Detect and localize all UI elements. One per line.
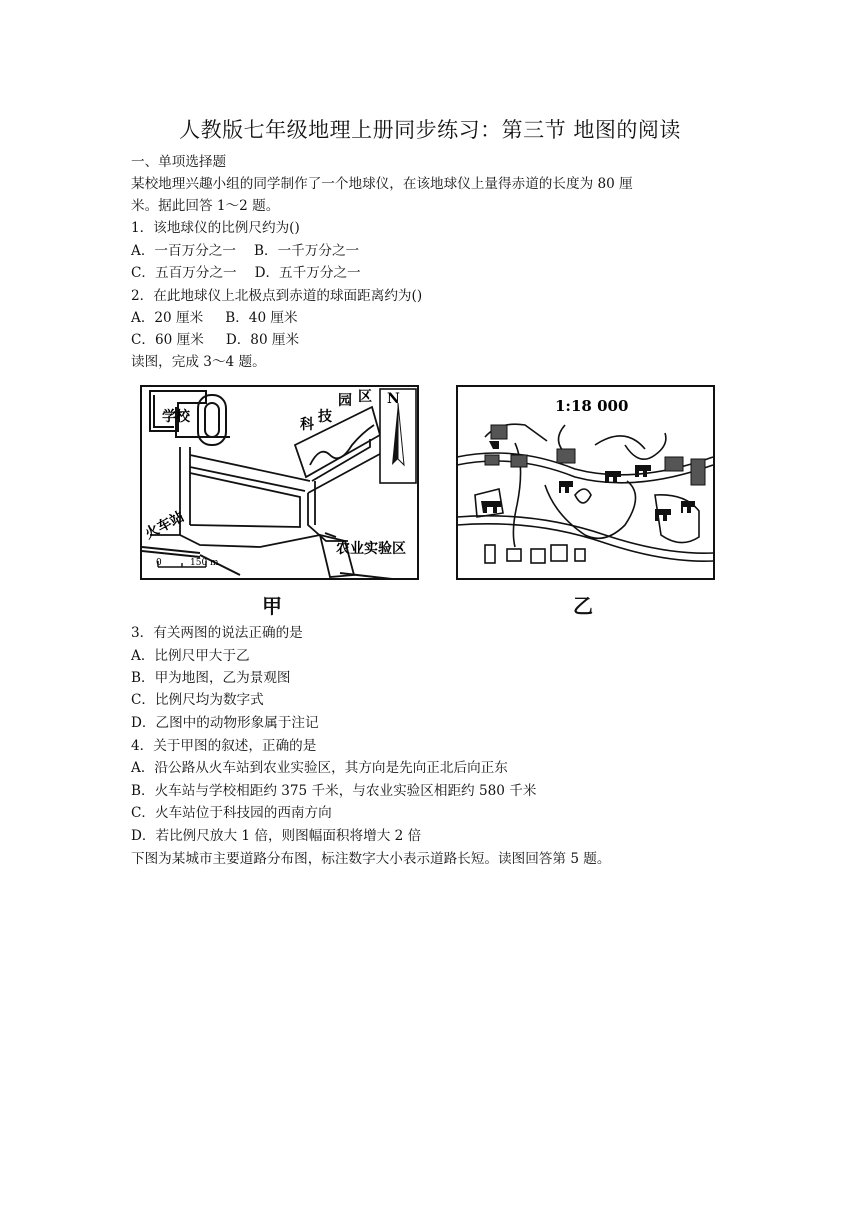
question-1-stem: 1．该地球仪的比例尺约为()	[131, 220, 300, 236]
option-a: A．一百万分之一	[131, 243, 236, 259]
question-1-options-ab	[131, 241, 359, 261]
question-3-stem: 3．有关两图的说法正确的是	[131, 625, 303, 641]
map-jia	[140, 385, 420, 581]
option-a: A．20 厘米	[131, 310, 204, 326]
option-d: D．五千万分之一	[254, 265, 361, 281]
scale-zero: 0	[156, 558, 162, 568]
question-2-options-cd	[131, 330, 299, 350]
question-4-stem: 4．关于甲图的叙述，正确的是	[131, 738, 317, 754]
question-4-option-a: A．沿公路从火车站到农业实验区，其方向是先向正北后向正东	[131, 760, 508, 776]
option-c: C．60 厘米	[131, 332, 204, 348]
question-4-option-b: B．火车站与学校相距约 375 千米，与农业实验区相距约 580 千米	[131, 783, 537, 799]
station-label: 火车站	[142, 508, 187, 543]
question-5-intro: 下图为某城市主要道路分布图，标注数字大小表示道路长短。读图回答第 5 题。	[131, 851, 611, 867]
intro-text: 某校地理兴趣小组的同学制作了一个地球仪，在该地球仪上量得赤道的长度为 80 厘	[131, 176, 633, 192]
question-3-option-a: A．比例尺甲大于乙	[131, 648, 250, 664]
science-park-label: 区	[358, 389, 372, 405]
option-c: C．五百万分之一	[131, 265, 237, 281]
scale-label: 1:18 000	[555, 397, 629, 415]
map-yi-caption: 乙	[573, 594, 593, 618]
question-2-options-ab	[131, 308, 298, 328]
figure-instruction: 读图，完成 3～4 题。	[131, 354, 266, 370]
option-b: B．一千万分之一	[253, 243, 360, 259]
school-label: 学校	[162, 409, 190, 425]
section-heading: 一、单项选择题	[131, 154, 227, 170]
map-jia-caption: 甲	[262, 594, 282, 618]
scale-value: 150 m	[190, 558, 219, 568]
science-park-label: 科	[300, 417, 314, 433]
agri-label: 农业实验区	[336, 541, 406, 557]
intro-text: 米。据此回答 1～2 题。	[131, 198, 280, 214]
question-3-option-c: C．比例尺均为数字式	[131, 692, 264, 708]
map-yi	[455, 385, 717, 581]
option-b: B．40 厘米	[225, 310, 298, 326]
question-3-option-d: D．乙图中的动物形象属于注记	[131, 715, 319, 731]
question-4-option-d: D．若比例尺放大 1 倍，则图幅面积将增大 2 倍	[131, 828, 422, 844]
option-d: D．80 厘米	[225, 332, 300, 348]
question-3-option-b: B．甲为地图，乙为景观图	[131, 670, 291, 686]
north-label: N	[387, 391, 400, 407]
science-park-label: 技	[318, 409, 332, 425]
page-title: 人教版七年级地理上册同步练习：第三节 地图的阅读	[179, 118, 681, 142]
question-2-stem: 2．在此地球仪上北极点到赤道的球面距离约为()	[131, 288, 423, 304]
question-1-options-cd	[131, 263, 361, 283]
question-4-option-c: C．火车站位于科技园的西南方向	[131, 805, 332, 821]
science-park-label: 园	[338, 393, 352, 409]
